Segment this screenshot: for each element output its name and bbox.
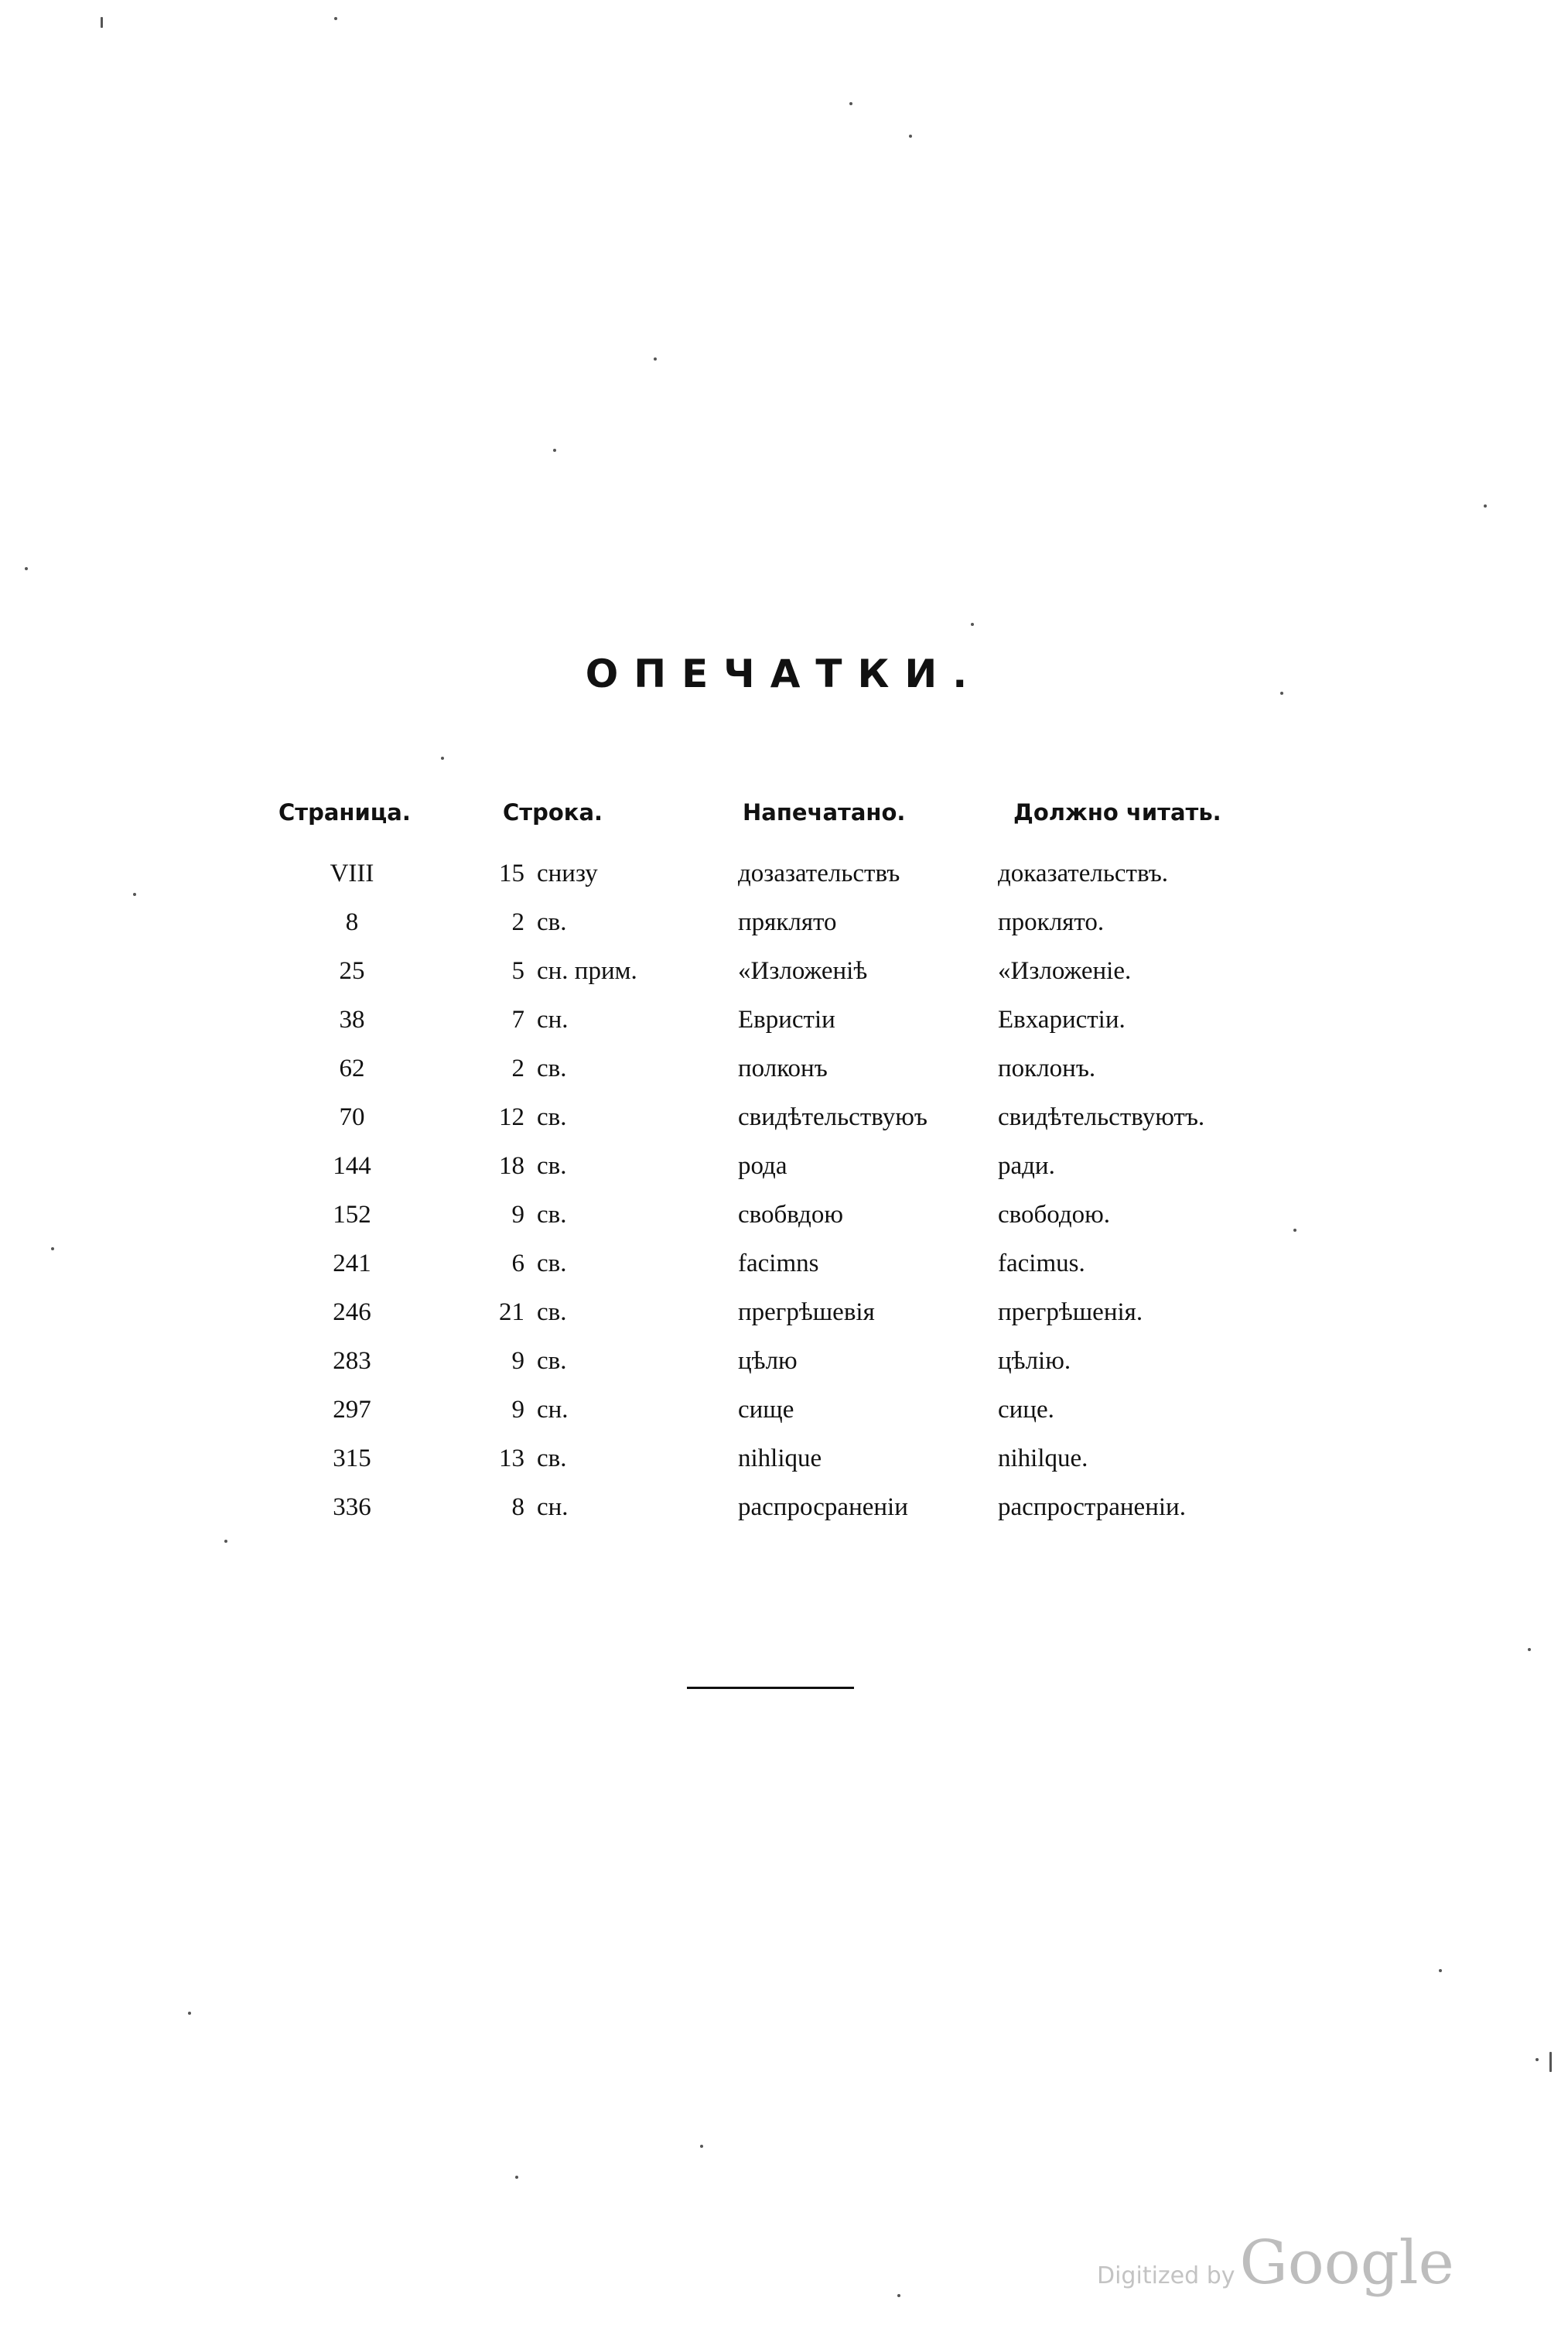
printed-text: распросранeніи — [738, 1493, 908, 1521]
printed-text: дозазательствъ — [738, 860, 900, 887]
errata-row — [278, 1386, 1292, 1434]
line-number: 2 — [511, 1055, 524, 1082]
page-title: ОПЕЧАТКИ. — [585, 651, 983, 696]
scan-speck — [553, 449, 556, 452]
page-number: 25 — [339, 957, 365, 985]
scan-speck — [1280, 692, 1283, 695]
scan-speck — [1536, 2058, 1539, 2061]
line-position: св. — [537, 1103, 567, 1131]
page-number: 8 — [345, 908, 359, 936]
line-cell — [487, 898, 735, 947]
header-line: Строка. — [503, 799, 603, 826]
page-number: 38 — [339, 1006, 365, 1034]
corrected-text: Евхаристіи. — [998, 1006, 1126, 1034]
printed-text: цѣлю — [738, 1347, 798, 1375]
errata-row — [278, 947, 1292, 996]
printed-text: facimns — [738, 1250, 819, 1277]
line-cell — [487, 1191, 735, 1239]
corrected-text: ради. — [998, 1152, 1055, 1180]
page-number: 315 — [333, 1445, 371, 1472]
printed-text: «Изложеніѣ — [738, 957, 868, 985]
line-position: сн. — [537, 1493, 569, 1521]
errata-body — [278, 850, 1292, 1532]
page-number: VIII — [330, 860, 374, 887]
line-position: сн. прим. — [537, 957, 637, 985]
scan-speck — [224, 1540, 227, 1543]
line-number: 18 — [499, 1152, 524, 1180]
errata-header-row — [278, 797, 1292, 850]
scan-speck — [25, 567, 28, 570]
line-cell — [487, 1288, 735, 1337]
scan-speck — [909, 135, 912, 138]
line-position: св. — [537, 1055, 567, 1082]
scan-speck — [101, 17, 103, 28]
line-cell — [487, 947, 735, 996]
line-number: 9 — [511, 1201, 524, 1229]
scan-speck — [897, 2294, 900, 2297]
watermark-brand: Google — [1239, 2228, 1454, 2298]
errata-row — [278, 996, 1292, 1045]
scan-speck — [51, 1247, 54, 1250]
line-position: св. — [537, 908, 567, 936]
page-number: 152 — [333, 1201, 371, 1229]
scan-speck — [700, 2145, 703, 2148]
page-number: 336 — [333, 1493, 371, 1521]
page-number: 297 — [333, 1396, 371, 1424]
scan-speck — [1484, 504, 1487, 508]
errata-row — [278, 1434, 1292, 1483]
line-cell — [487, 1337, 735, 1386]
line-cell — [487, 1386, 735, 1434]
scan-speck — [1439, 1969, 1442, 1972]
errata-row — [278, 1337, 1292, 1386]
line-cell — [487, 850, 735, 898]
line-cell — [487, 1239, 735, 1288]
page-number: 241 — [333, 1250, 371, 1277]
corrected-text: «Изложеніе. — [998, 957, 1132, 985]
errata-table — [278, 797, 1292, 1532]
line-cell — [487, 1045, 735, 1093]
line-position: св. — [537, 1347, 567, 1375]
printed-text: пряклято — [738, 908, 837, 936]
line-number: 5 — [511, 957, 524, 985]
scan-speck — [188, 2012, 191, 2015]
printed-text: сище — [738, 1396, 794, 1424]
line-number: 15 — [499, 860, 524, 887]
header-page: Страница. — [278, 799, 411, 826]
corrected-text: прегрѣшенія. — [998, 1298, 1143, 1326]
corrected-text: свободою. — [998, 1201, 1111, 1229]
watermark-prefix: Digitized by — [1097, 2262, 1235, 2289]
scan-speck — [515, 2176, 518, 2179]
page-number: 70 — [339, 1103, 365, 1131]
line-cell — [487, 996, 735, 1045]
line-cell — [487, 1434, 735, 1483]
scan-speck — [1293, 1229, 1296, 1232]
errata-row — [278, 1239, 1292, 1288]
errata-row — [278, 1191, 1292, 1239]
errata-row — [278, 898, 1292, 947]
printed-text: Евристіи — [738, 1006, 835, 1034]
line-position: снизу — [537, 860, 598, 887]
header-should-read: Должно читать. — [1013, 799, 1221, 826]
scan-speck — [441, 757, 444, 760]
line-position: св. — [537, 1298, 567, 1326]
line-number: 21 — [499, 1298, 524, 1326]
line-cell — [487, 1142, 735, 1191]
scan-speck — [849, 102, 852, 105]
printed-text: рода — [738, 1152, 787, 1180]
line-position: св. — [537, 1445, 567, 1472]
line-position: сн. — [537, 1396, 569, 1424]
errata-row — [278, 1093, 1292, 1142]
errata-row — [278, 1483, 1292, 1532]
corrected-text: свидѣтельствуютъ. — [998, 1103, 1205, 1131]
line-cell — [487, 1483, 735, 1532]
header-printed: Напечатано. — [743, 799, 906, 826]
corrected-text: доказательствъ. — [998, 860, 1169, 887]
errata-row — [278, 1045, 1292, 1093]
errata-row — [278, 1288, 1292, 1337]
line-cell — [487, 1093, 735, 1142]
corrected-text: сице. — [998, 1396, 1054, 1424]
page-number: 246 — [333, 1298, 371, 1326]
scan-speck — [1528, 1648, 1531, 1651]
scan-speck — [654, 357, 657, 361]
page-number: 144 — [333, 1152, 371, 1180]
line-position: св. — [537, 1250, 567, 1277]
line-number: 6 — [511, 1250, 524, 1277]
line-position: св. — [537, 1152, 567, 1180]
line-number: 9 — [511, 1347, 524, 1375]
line-number: 8 — [511, 1493, 524, 1521]
printed-text: прегрѣшевія — [738, 1298, 875, 1326]
printed-text: свидѣтельствуюъ — [738, 1103, 927, 1131]
scan-speck — [1549, 2052, 1552, 2072]
line-number: 9 — [511, 1396, 524, 1424]
line-number: 13 — [499, 1445, 524, 1472]
line-position: св. — [537, 1201, 567, 1229]
corrected-text: цѣлію. — [998, 1347, 1071, 1375]
printed-text: свобвдою — [738, 1201, 843, 1229]
watermark — [1097, 2228, 1454, 2298]
scan-speck — [334, 17, 337, 20]
corrected-text: nihilque. — [998, 1445, 1088, 1472]
page-number: 62 — [339, 1055, 365, 1082]
scan-speck — [133, 893, 136, 896]
corrected-text: проклято. — [998, 908, 1105, 936]
printed-text: полконъ — [738, 1055, 828, 1082]
line-number: 12 — [499, 1103, 524, 1131]
line-number: 2 — [511, 908, 524, 936]
line-number: 7 — [511, 1006, 524, 1034]
divider-rule — [687, 1687, 854, 1689]
errata-row — [278, 850, 1292, 898]
scan-speck — [971, 623, 974, 626]
line-position: сн. — [537, 1006, 569, 1034]
corrected-text: поклонъ. — [998, 1055, 1096, 1082]
page-number: 283 — [333, 1347, 371, 1375]
errata-row — [278, 1142, 1292, 1191]
corrected-text: распространеніи. — [998, 1493, 1186, 1521]
corrected-text: facimus. — [998, 1250, 1085, 1277]
printed-text: nihlique — [738, 1445, 822, 1472]
